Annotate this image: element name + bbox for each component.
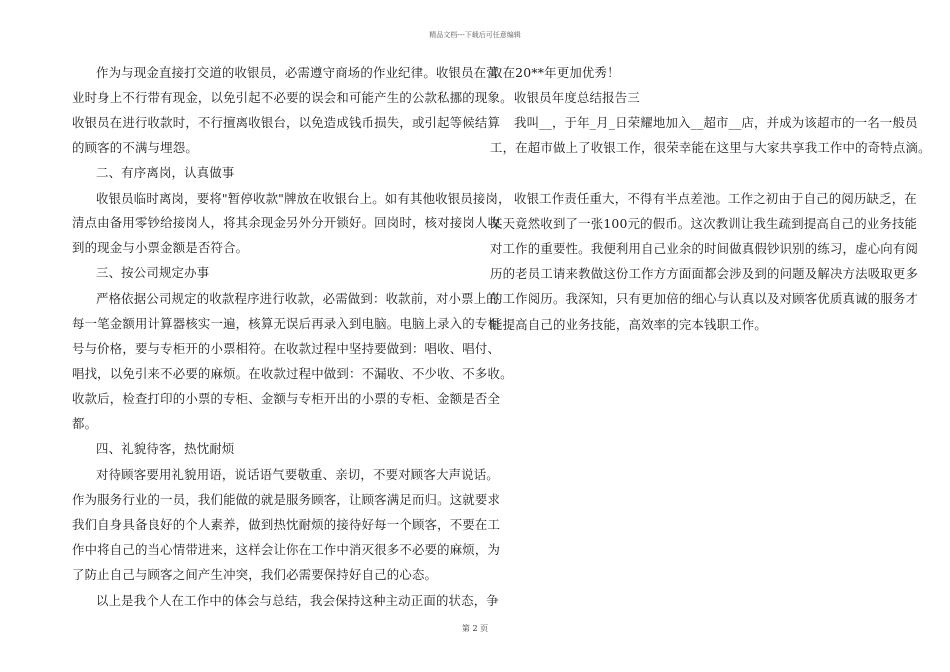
page-header: 精品文档---下载后可任意编辑	[429, 31, 521, 39]
text-line: 以上是我个人在工作中的体会与总结，我会保持这种主动正面的状态，争	[96, 593, 499, 608]
text-line: 取在20**年更加优秀！	[490, 65, 620, 80]
text-line: 收银员临时离岗，要将"暂停收款"牌放在收银台上。如有其他收银员接岗，	[96, 191, 511, 206]
text-line: 我叫__，于年_月_日荣耀地加入__超市__店，并成为该超市的一名一般员	[514, 115, 918, 130]
text-line: 三、按公司规定办事	[96, 265, 210, 280]
text-line: 我们自身具备良好的个人素养，做到热忱耐烦的接待好每一个顾客，不要在工	[72, 517, 501, 532]
text-line: 作为与现金直接打交道的收银员，必需遵守商场的作业纪律。收银员在营	[96, 65, 499, 80]
text-line: 对待顾客要用礼貌用语，说话语气要敬重、亲切，不要对顾客大声说话。	[96, 467, 499, 482]
text-line: 收银工作责任重大，不得有半点差池。工作之初由于自己的阅历缺乏，在	[514, 191, 917, 206]
text-line: 清点由备用零钞给接岗人，将其余现金另外分开锁好。回岗时，核对接岗人收	[72, 215, 501, 230]
text-line: 收款后，检查打印的小票的专柜、金额与专柜开出的小票的专柜、金额是否全	[72, 391, 501, 406]
text-line: 某天竟然收到了一张100元的假币。这次教训让我生疏到提高自己的业务技能	[490, 216, 918, 231]
text-line: 收银员在进行收款时，不行擅离收银台，以免造成钱币损失，或引起等候结算	[72, 115, 501, 130]
text-line: 的顾客的不满与埋怨。	[72, 140, 198, 155]
text-line: 历的老员工请来教做这份工作方方面面都会涉及到的问题及解决方法吸取更多	[490, 266, 919, 281]
text-line: 工，在超市做上了收银工作，很荣幸能在这里与大家共享我工作中的奇特点滴。	[490, 140, 931, 155]
text-line: 号与价格，要与专柜开的小票相符。在收款过程中坚持要做到：唱收、唱付、	[72, 341, 501, 356]
text-line: 每一笔金额用计算器核实一遍，核算无误后再录入到电脑。电脑上录入的专柜	[72, 316, 501, 331]
text-line: 业时身上不行带有现金，以免引起不必要的误会和可能产生的公款私挪的现象。	[72, 90, 513, 105]
text-line: 作中将自己的当心情带进来，这样会让你在工作中消灭很多不必要的麻烦，为	[72, 542, 501, 557]
text-line: 对工作的重要性。我便利用自己业余的时间做真假钞识别的练习，虚心向有阅	[490, 241, 919, 256]
text-line: 四、礼貌待客，热忱耐烦	[96, 441, 235, 456]
text-line: 严格依据公司规定的收款程序进行收款，必需做到：收款前，对小票上的	[96, 291, 499, 306]
text-line: 作为服务行业的一员，我们能做的就是服务顾客，让顾客满足而归。这就要求	[72, 492, 501, 507]
text-line: 能提高自己的业务技能，高效率的完本钱职工作。	[490, 317, 767, 332]
text-line: 的工作阅历。我深知，只有更加倍的细心与认真以及对顾客优质真诚的服务才	[490, 291, 919, 306]
text-line: 到的现金与小票金额是否符合。	[72, 240, 249, 255]
text-line: 二、有序离岗，认真做事	[96, 165, 235, 180]
text-line: 唱找，以免引来不必要的麻烦。在收款过程中做到：不漏收、不少收、不多收。	[72, 366, 513, 381]
text-line: 都。	[72, 416, 98, 431]
text-line: 了防止自己与顾客之间产生冲突，我们必需要保持好自己的心态。	[72, 567, 438, 582]
page-number: 第 2 页	[461, 624, 489, 633]
text-line: 收银员年度总结报告三	[514, 90, 640, 105]
